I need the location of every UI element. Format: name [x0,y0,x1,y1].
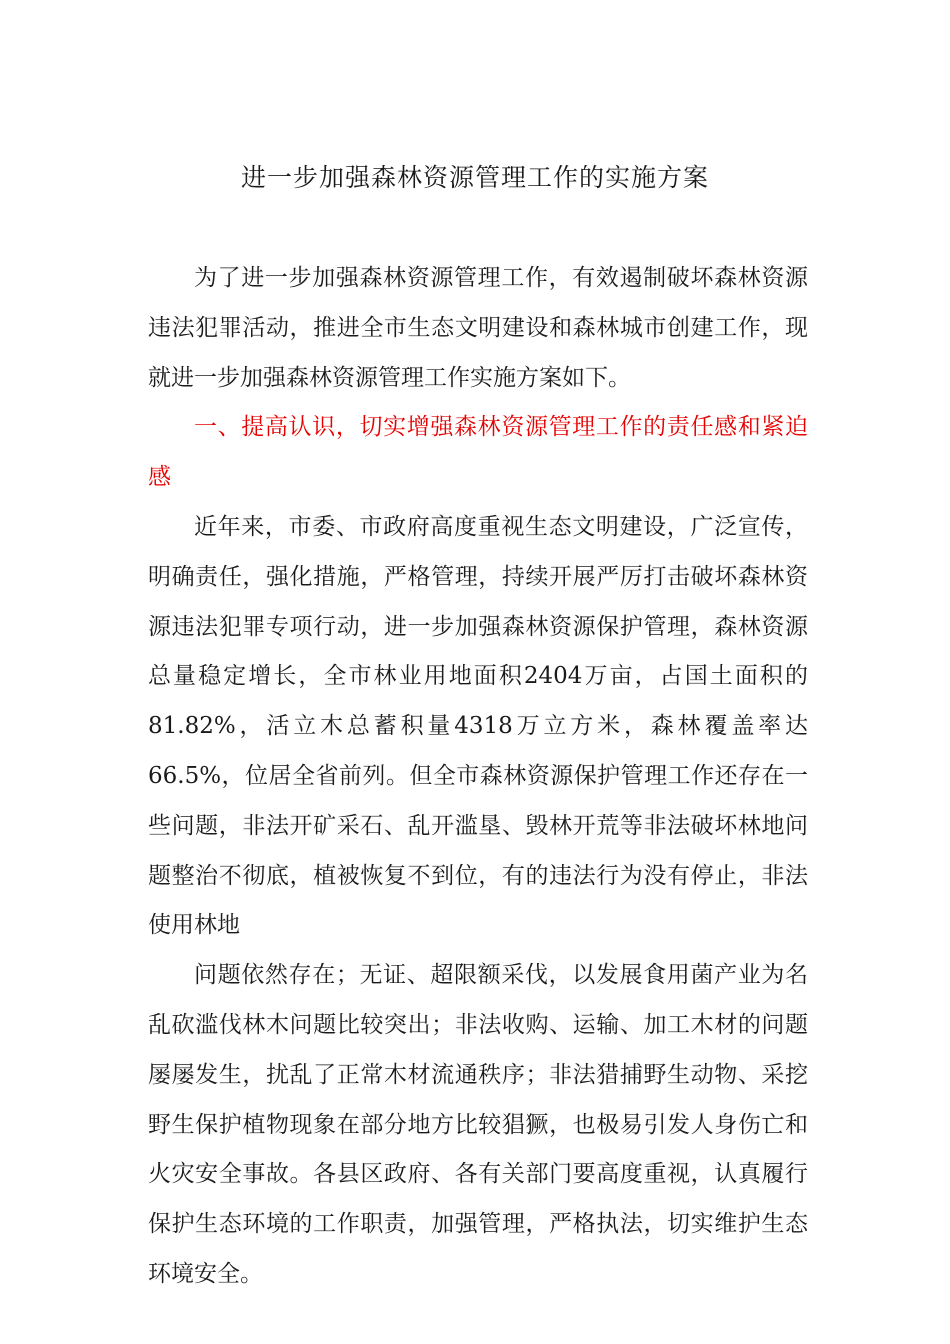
section-heading-1: 一、提高认识，切实增强森林资源管理工作的责任感和紧迫感 [148,414,808,491]
document-body [148,254,808,1300]
body-paragraph-2: 问题依然存在；无证、超限额采伐，以发展食用菌产业为名乱砍滥伐林木问题比较突出；非法收购、运输、加工木材的问题屡屡发生，扰乱了正常木材流通秩序；非法猎捕野生动物、采挖野生保护植物现象在部分地方比较猖獗，也极易引发人身伤亡和火灾安全事故。各县区政府、各有关部门要高度重视，认真履行保护生态环境的工作职责，加强管理，严格执法，切实维护生态环境安全。 [148,962,808,1287]
document-title: 进一步加强森林资源管理工作的实施方案 [240,163,709,192]
intro-paragraph: 为了进一步加强森林资源管理工作，有效遏制破坏森林资源违法犯罪活动，推进全市生态文明建设和森林城市创建工作，现就进一步加强森林资源管理工作实施方案如下。 [148,265,808,391]
body-paragraph-1: 近年来，市委、市政府高度重视生态文明建设，广泛宣传，明确责任，强化措施，严格管理，持续开展严厉打击破坏森林资源违法犯罪专项行动，进一步加强森林资源保护管理，森林资源总量稳定增长，全市林业用地面积2404万亩，占国土面积的81.82%，活立木总蓄积量4318万立方米，森林覆盖率达66.5%，位居全省前列。但全市森林资源保护管理工作还存在一些问题，非法开矿采石、乱开滥垦、毁林开荒等非法破坏林地问题整治不彻底，植被恢复不到位，有的违法行为没有停止，非法使用林地 [148,513,808,939]
